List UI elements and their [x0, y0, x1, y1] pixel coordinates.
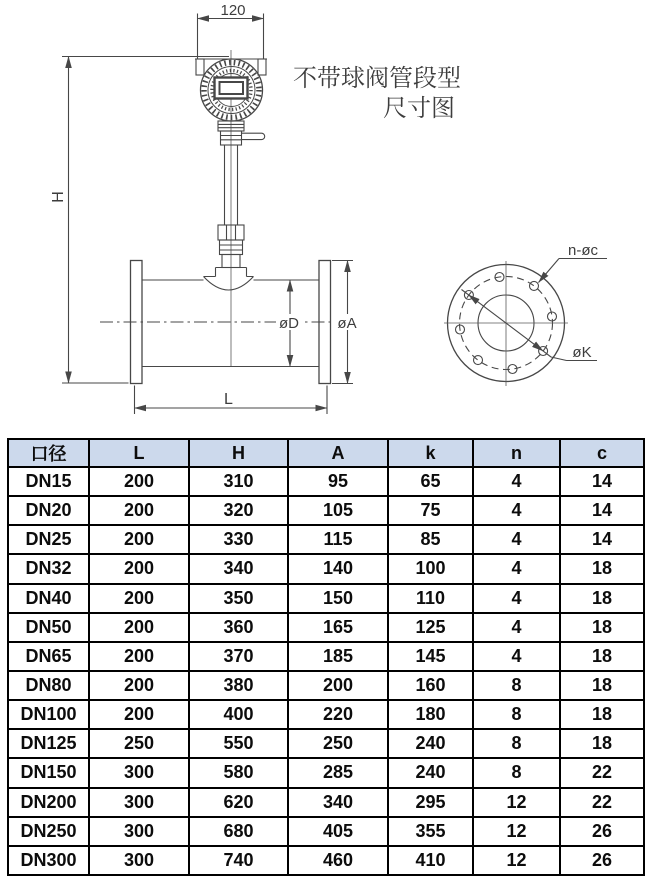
table-cell: 26: [560, 846, 644, 875]
header-cell: 口径: [8, 439, 89, 467]
table-cell: 620: [189, 788, 288, 817]
table-cell: 200: [288, 671, 388, 700]
table-cell: DN20: [8, 496, 89, 525]
table-cell: 4: [473, 467, 560, 496]
saddle-arc: [204, 277, 254, 291]
table-row: [8, 496, 644, 525]
table-cell: 22: [560, 788, 644, 817]
drawing-title-line1: 不带球阀管段型: [293, 65, 461, 92]
table-cell: DN32: [8, 554, 89, 583]
table-cell: 145: [388, 642, 473, 671]
table-cell: 110: [388, 584, 473, 613]
table-cell: 12: [473, 788, 560, 817]
table-cell: 125: [388, 613, 473, 642]
dim-flange-od-label: øA: [337, 315, 357, 332]
table-cell: 75: [388, 496, 473, 525]
table-cell: 360: [189, 613, 288, 642]
table-row: [8, 758, 644, 787]
dim-height-label: H: [50, 191, 67, 203]
table-cell: 22: [560, 758, 644, 787]
table-cell: 300: [89, 788, 189, 817]
table-cell: DN25: [8, 525, 89, 554]
table-cell: 310: [189, 467, 288, 496]
table-cell: 580: [189, 758, 288, 787]
table-cell: 18: [560, 554, 644, 583]
table-row: [8, 671, 644, 700]
table-cell: 105: [288, 496, 388, 525]
table-row: [8, 846, 644, 875]
header-cell: L: [89, 439, 189, 467]
table-cell: DN65: [8, 642, 89, 671]
table-cell: 250: [288, 729, 388, 758]
dim-bolt-holes-label: n-øc: [568, 242, 598, 259]
table-cell: DN200: [8, 788, 89, 817]
table-cell: DN80: [8, 671, 89, 700]
table-cell: 220: [288, 700, 388, 729]
table-cell: DN100: [8, 700, 89, 729]
table-cell: DN250: [8, 817, 89, 846]
table-cell: 18: [560, 671, 644, 700]
table-cell: DN125: [8, 729, 89, 758]
table-cell: 165: [288, 613, 388, 642]
header-cell: n: [473, 439, 560, 467]
table-cell: 180: [388, 700, 473, 729]
pipe-body: [100, 261, 338, 384]
table-cell: 405: [288, 817, 388, 846]
table-cell: 200: [89, 613, 189, 642]
table-cell: 115: [288, 525, 388, 554]
table-cell: 100: [388, 554, 473, 583]
table-cell: 8: [473, 758, 560, 787]
header-cell: k: [388, 439, 473, 467]
table-cell: 8: [473, 671, 560, 700]
table-cell: 355: [388, 817, 473, 846]
table-cell: 200: [89, 700, 189, 729]
dim-length-label: L: [224, 391, 233, 408]
table-row: [8, 525, 644, 554]
table-row: [8, 788, 644, 817]
table-cell: 200: [89, 467, 189, 496]
table-cell: 4: [473, 613, 560, 642]
table-cell: 200: [89, 496, 189, 525]
table-row: [8, 700, 644, 729]
table-row: [8, 467, 644, 496]
table-cell: DN15: [8, 467, 89, 496]
table-cell: 12: [473, 817, 560, 846]
table-cell: 285: [288, 758, 388, 787]
table-cell: 680: [189, 817, 288, 846]
table-cell: 14: [560, 467, 644, 496]
dim-bolt-circle-label: øK: [572, 344, 592, 361]
table-cell: 300: [89, 817, 189, 846]
table-cell: 18: [560, 584, 644, 613]
header-cell: A: [288, 439, 388, 467]
cable-gland-stub: [242, 133, 265, 139]
table-row: [8, 817, 644, 846]
header-cell: H: [189, 439, 288, 467]
table-cell: 4: [473, 525, 560, 554]
table-cell: 185: [288, 642, 388, 671]
table-cell: 4: [473, 496, 560, 525]
table-cell: 240: [388, 729, 473, 758]
table-row: [8, 729, 644, 758]
table-cell: 8: [473, 729, 560, 758]
table-cell: DN300: [8, 846, 89, 875]
table-row: [8, 613, 644, 642]
table-cell: 340: [288, 788, 388, 817]
table-cell: DN40: [8, 584, 89, 613]
table-cell: 550: [189, 729, 288, 758]
table-cell: 300: [89, 846, 189, 875]
table-cell: 140: [288, 554, 388, 583]
table-cell: 370: [189, 642, 288, 671]
table-cell: 8: [473, 700, 560, 729]
table-cell: 350: [189, 584, 288, 613]
table-row: [8, 584, 644, 613]
table-cell: 150: [288, 584, 388, 613]
dim-bore-label: øD: [279, 315, 299, 332]
table-cell: 330: [189, 525, 288, 554]
table-cell: 460: [288, 846, 388, 875]
table-cell: 160: [388, 671, 473, 700]
table-cell: 250: [89, 729, 189, 758]
table-cell: 18: [560, 700, 644, 729]
table-cell: 295: [388, 788, 473, 817]
sensor-stem: [204, 145, 254, 290]
table-cell: 410: [388, 846, 473, 875]
table-cell: 65: [388, 467, 473, 496]
table-cell: 26: [560, 817, 644, 846]
table-row: [8, 554, 644, 583]
dimension-120: [198, 14, 264, 60]
table-row: [8, 642, 644, 671]
table-cell: 320: [189, 496, 288, 525]
table-cell: 18: [560, 613, 644, 642]
table-cell: 740: [189, 846, 288, 875]
table-cell: 400: [189, 700, 288, 729]
table-cell: 200: [89, 671, 189, 700]
table-header-row: [8, 439, 644, 467]
table-cell: DN50: [8, 613, 89, 642]
table-cell: 340: [189, 554, 288, 583]
table-cell: 380: [189, 671, 288, 700]
table-cell: 300: [89, 758, 189, 787]
table-cell: 18: [560, 729, 644, 758]
header-cell: c: [560, 439, 644, 467]
table-cell: 14: [560, 496, 644, 525]
table-cell: DN150: [8, 758, 89, 787]
table-cell: 200: [89, 584, 189, 613]
table-cell: 12: [473, 846, 560, 875]
drawing-title-line2: 尺寸图: [383, 95, 455, 122]
table-cell: 240: [388, 758, 473, 787]
dimension-table-wrap: [7, 438, 645, 876]
table-cell: 95: [288, 467, 388, 496]
table-cell: 4: [473, 584, 560, 613]
table-cell: 200: [89, 525, 189, 554]
table-cell: 18: [560, 642, 644, 671]
dimension-table: [7, 438, 645, 876]
dim-width-label: 120: [220, 2, 246, 19]
table-cell: 200: [89, 642, 189, 671]
table-cell: 14: [560, 525, 644, 554]
table-cell: 85: [388, 525, 473, 554]
flange-end-view: [444, 259, 607, 387]
table-cell: 4: [473, 642, 560, 671]
table-cell: 200: [89, 554, 189, 583]
table-cell: 4: [473, 554, 560, 583]
